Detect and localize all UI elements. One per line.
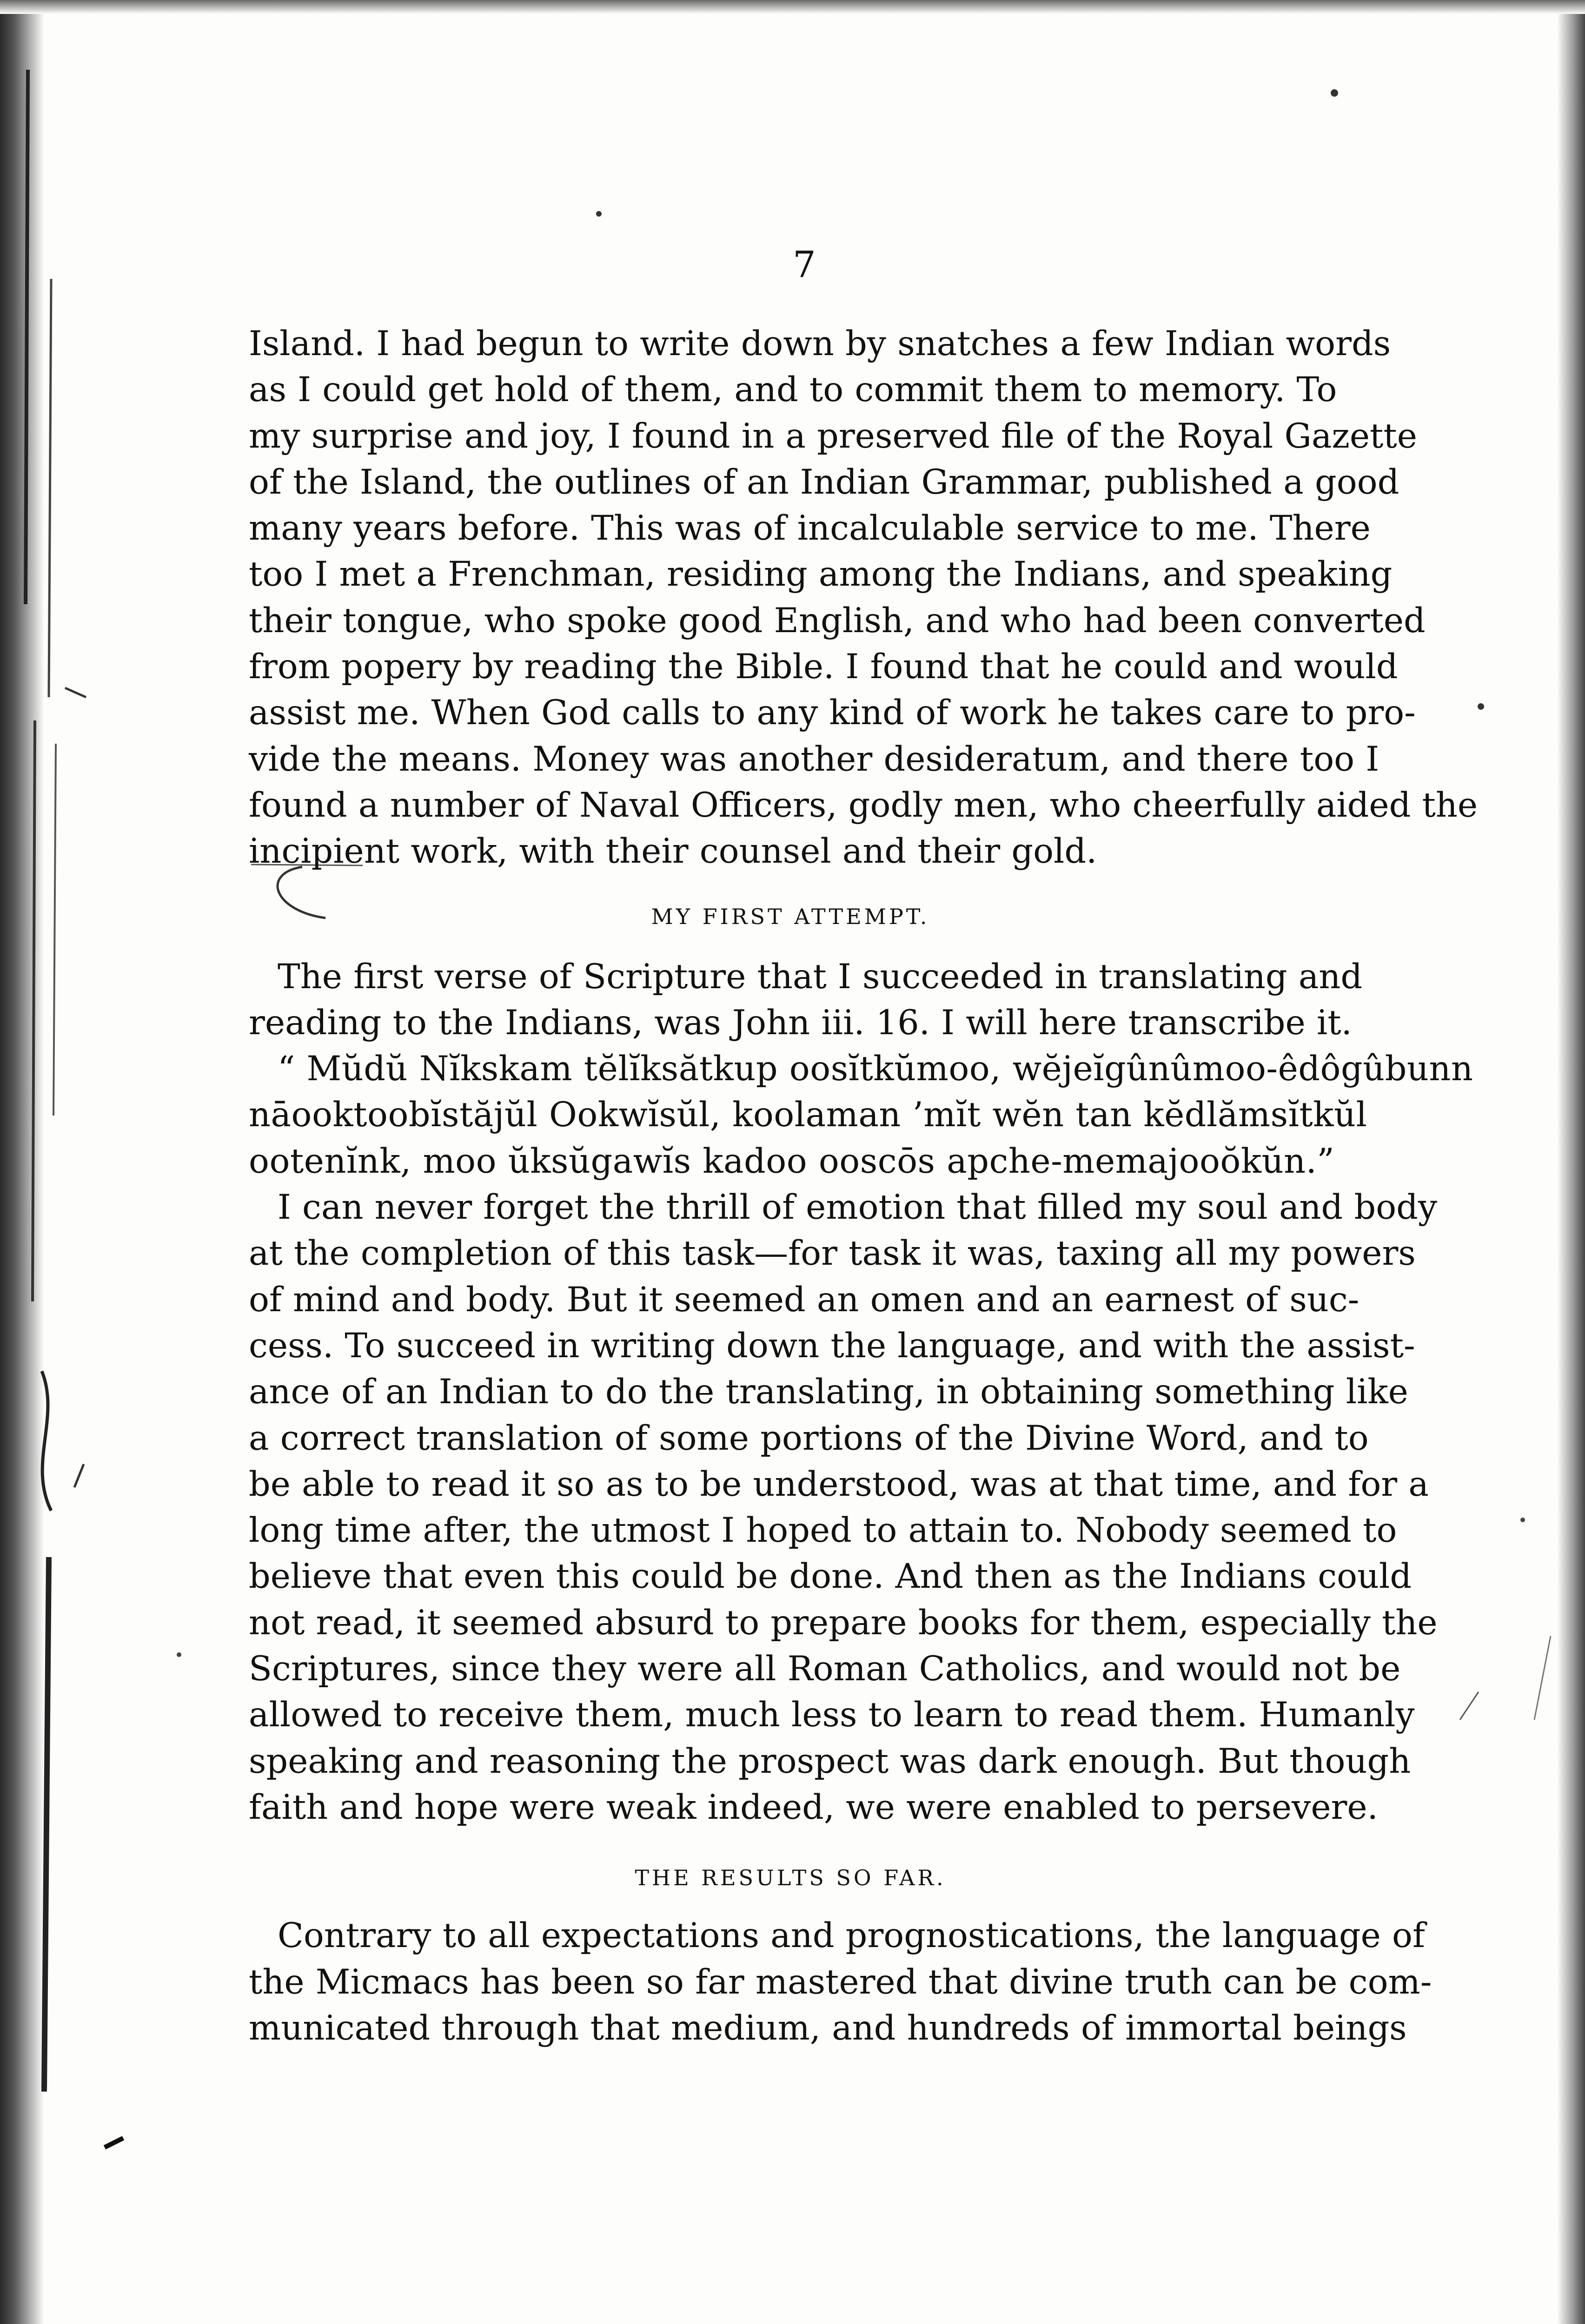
text-line: from popery by reading the Bible. I found that he could and would <box>249 647 1398 687</box>
intro-paragraph <box>249 321 1478 875</box>
micmac-verse <box>249 1046 1473 1184</box>
section-heading-results: THE RESULTS SO FAR. <box>635 1865 946 1891</box>
text-line: as I could get hold of them, and to commit them to memory. To <box>249 370 1337 410</box>
page-content <box>249 242 1478 2051</box>
text-line: reading to the Indians, was John iii. 16. I will here transcribe it. <box>249 1003 1352 1043</box>
text-line: a correct translation of some portions of the Divine Word, and to <box>249 1418 1369 1458</box>
text-line: vide the means. Money was another desideratum, and there too I <box>249 739 1379 779</box>
text-line: allowed to receive them, much less to learn to read them. Humanly <box>249 1695 1415 1735</box>
text-line: nāooktoobĭstăjŭl Ookwĭsŭl, koolaman ’mĭt wĕn tan kĕdlămsĭtkŭl <box>249 1095 1367 1135</box>
text-line: ootenĭnk, moo ŭksŭgawĭs kadoo ooscōs apche-memajooŏkŭn.” <box>249 1141 1335 1181</box>
section-heading-first-attempt: MY FIRST ATTEMPT. <box>651 904 930 929</box>
text-line: many years before. This was of incalculable service to me. There <box>249 508 1371 548</box>
text-line: incipient work, with their counsel and their gold. <box>249 832 1097 872</box>
text-line: Island. I had begun to write down by snatches a few Indian words <box>249 324 1391 363</box>
results-paragraph <box>249 1913 1432 2051</box>
first-attempt-paragraph <box>249 954 1363 1046</box>
page-number: 7 <box>793 244 816 286</box>
text-line: be able to read it so as to be understood, was at that time, and for a <box>249 1464 1429 1504</box>
text-line: cess. To succeed in writing down the language, and with the assist- <box>249 1326 1415 1366</box>
text-line: too I met a Frenchman, residing among the Indians, and speaking <box>249 555 1393 594</box>
text-line: Contrary to all expectations and prognostications, the language of <box>278 1916 1426 1956</box>
text-line: my surprise and joy, I found in a preserved file of the Royal Gazette <box>249 416 1417 456</box>
text-line: Scriptures, since they were all Roman Catholics, and would not be <box>249 1649 1401 1689</box>
text-line: at the completion of this task—for task it was, taxing all my powers <box>249 1234 1416 1274</box>
text-line: the Micmacs has been so far mastered that divine truth can be com- <box>249 1962 1432 2002</box>
text-line: believe that even this could be done. And then as the Indians could <box>249 1557 1412 1597</box>
text-line: assist me. When God calls to any kind of work he takes care to pro- <box>249 693 1416 733</box>
text-line: of mind and body. But it seemed an omen and an earnest of suc- <box>249 1280 1360 1320</box>
text-line: their tongue, who spoke good English, and who had been converted <box>249 601 1426 640</box>
text-line: of the Island, the outlines of an Indian Grammar, published a good <box>249 462 1399 502</box>
text-line: municated through that medium, and hundreds of immortal beings <box>249 2008 1407 2048</box>
text-line: faith and hope were weak indeed, we were enabled to persevere. <box>249 1787 1378 1827</box>
text-line: speaking and reasoning the prospect was dark enough. But though <box>249 1741 1411 1781</box>
text-line: I can never forget the thrill of emotion that filled my soul and body <box>278 1188 1438 1228</box>
text-line: not read, it seemed absurd to prepare books for them, especially the <box>249 1603 1438 1643</box>
text-line: found a number of Naval Officers, godly men, who cheerfully aided the <box>249 785 1478 825</box>
text-line: The first verse of Scripture that I succeeded in translating and <box>278 957 1363 997</box>
text-line: ance of an Indian to do the translating, in obtaining something like <box>249 1372 1408 1412</box>
emotion-paragraph <box>249 1184 1438 1830</box>
text-line: “ Mŭdŭ Nĭkskam tĕlĭksătkup oosĭtkŭmoo, wĕjeĭgûnûmoo-êdôgûbunn <box>278 1049 1473 1089</box>
text-line: long time after, the utmost I hoped to attain to. Nobody seemed to <box>249 1511 1397 1551</box>
